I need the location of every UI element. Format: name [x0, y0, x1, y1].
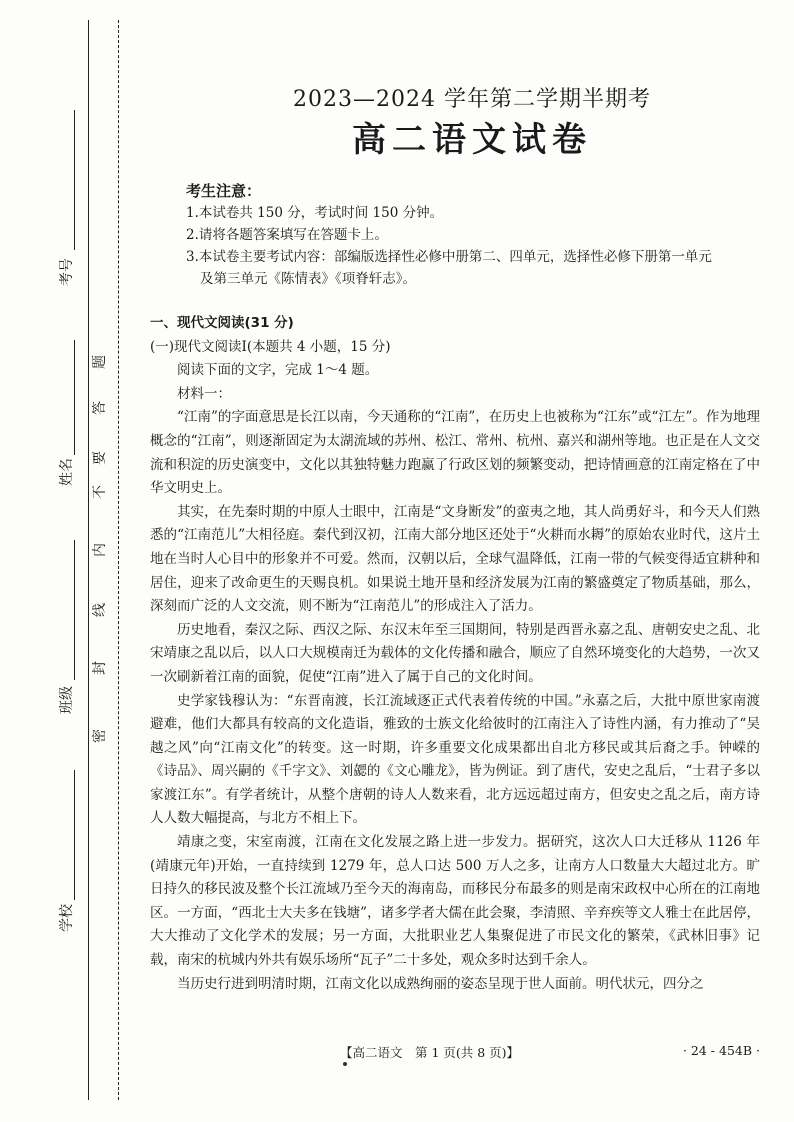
notice-heading: 考生注意：: [186, 182, 262, 200]
binding-margin: [0, 0, 140, 1122]
notice-item: 及第三单元《陈情表》《项脊轩志》。: [200, 271, 416, 287]
seal-char: 答: [92, 401, 108, 415]
seal-char: 题: [92, 355, 108, 369]
footer-code: · 24 - 454B ·: [682, 1043, 760, 1058]
passage-paragraph: 靖康之变，宋室南渡，江南在文化发展之路上进一步发力。据研究，这次人口大迁移从 1126 年(靖康元年)开始，一直持续到 1279 年，总人口达 500 万人之多，让南方人口数量大大超过北方。旷日持久的移民波及整个长江流域乃至今天的海南岛，而移民分布最多的则是南宋政权中心所在的江南地区。一方面，“西北士大夫多在钱塘”，诸多学者大儒在此会聚，李清照、辛弃疾等文人雅士在此居停，大大推动了文化学术的发展；另一方面，大批职业艺人集聚促进了市民文化的繁荣，《武林旧事》记载，南宋的杭城内外共有娱乐场所“瓦子”二十多处，观众多时达到千余人。: [150, 834, 760, 969]
seal-char: 线: [92, 603, 108, 617]
seal-char: 封: [92, 661, 108, 675]
class-underline: [74, 540, 75, 680]
scan-dot: [343, 1062, 347, 1066]
notice-item: 1.本试卷共 150 分，考试时间 150 分钟。: [186, 205, 444, 221]
exam-no-label: 考号: [59, 258, 75, 286]
material-label: 材料一：: [177, 385, 231, 402]
footer-page-info: 【高二语文 第 1 页(共 8 页)】: [340, 1045, 520, 1060]
notice-item: 3.本试卷主要考试内容：部编版选择性必修中册第二、四单元，选择性必修下册第一单元: [186, 249, 712, 265]
name-underline: [74, 340, 75, 455]
reading-section: [150, 312, 760, 996]
school-label: 学校: [59, 904, 75, 932]
exam-title-line2: 高二语文试卷: [352, 120, 592, 160]
passage-paragraph: 当历史行进到明清时期，江南文化以成熟绚丽的姿态呈现于世人面前。明代状元，四分之: [177, 975, 704, 992]
school-underline: [74, 770, 75, 900]
name-label: 姓名: [59, 458, 75, 486]
exam-title-line1: 2023—2024 学年第二学期半期考: [293, 87, 651, 112]
seal-char: 要: [92, 451, 108, 465]
binding-line-seal: [118, 20, 119, 1100]
seal-char: 不: [92, 485, 108, 499]
seal-char: 内: [92, 543, 108, 557]
class-label: 班级: [59, 686, 75, 714]
seal-char: 密: [92, 729, 108, 743]
passage-paragraph: 其实，在先秦时期的中原人士眼中，江南是“文身断发”的蛮夷之地，其人尚勇好斗，和今天人们熟悉的“江南范儿”大相径庭。秦代到汉初，江南大部分地区还处于“火耕而水耨”的原始农业时代，这片土地在当时人心目中的形象并不可爱。然而，汉朝以后，全球气温降低，江南一带的气候变得适宜耕种和居住，迎来了改命更生的天赐良机。如果说土地开垦和经济发展为江南的繁盛奠定了物质基础，那么，深刻而广泛的人文交流，则不断为“江南范儿”的形成注入了活力。: [150, 503, 760, 615]
notice-item: 2.请将各题答案填写在答题卡上。: [186, 227, 388, 243]
passage-paragraph: 历史地看，秦汉之际、西汉之际、东汉末年至三国期间，特别是西晋永嘉之乱、唐朝安史之乱、北宋靖康之乱以后，以人口大规模南迁为载体的文化传播和融合，顺应了自然环境变化的大趋势，一次又一次刷新着江南的面貌，促使“江南”进入了属于自己的文化时间。: [150, 621, 760, 685]
sub-section-heading: (一)现代文阅读Ⅰ(本题共 4 小题，15 分): [150, 338, 391, 355]
exam-no-underline: [74, 110, 75, 250]
passage-paragraph: “江南”的字面意思是长江以南，今天通称的“江南”，在历史上也被称为“江东”或“江左”。作为地理概念的“江南”，则逐渐固定为太湖流域的苏州、松江、常州、杭州、嘉兴和湖州等地。也正是在人文交流和积淀的历史演变中，文化以其独特魅力跑赢了行政区划的频繁变动，把诗情画意的江南定格在了中华文明史上。: [150, 409, 760, 497]
binding-line-outer: [88, 20, 89, 1100]
passage-paragraph: 史学家钱穆认为：“东晋南渡，长江流域逐正式代表着传统的中国。”永嘉之后，大批中原世家南渡避难，他们大都具有较高的文化造诣，雅致的士族文化给彼时的江南注入了诗性内涵，有力推动了“吴越之风”向“江南文化”的转变。这一时期，许多重要文化成果都出自北方移民或其后裔之手。钟嵘的《诗品》、周兴嗣的《千字文》、刘勰的《文心雕龙》，皆为例证。到了唐代，安史之乱后，“士君子多以家渡江东”。有学者统计，从整个唐朝的诗人人数来看，北方远远超过南方，但安史之乱之后，南方诗人人数大幅提高，与北方不相上下。: [150, 692, 760, 827]
section-heading: 一、现代文阅读(31 分): [150, 315, 294, 331]
instruction-text: 阅读下面的文字，完成 1～4 题。: [177, 362, 379, 379]
